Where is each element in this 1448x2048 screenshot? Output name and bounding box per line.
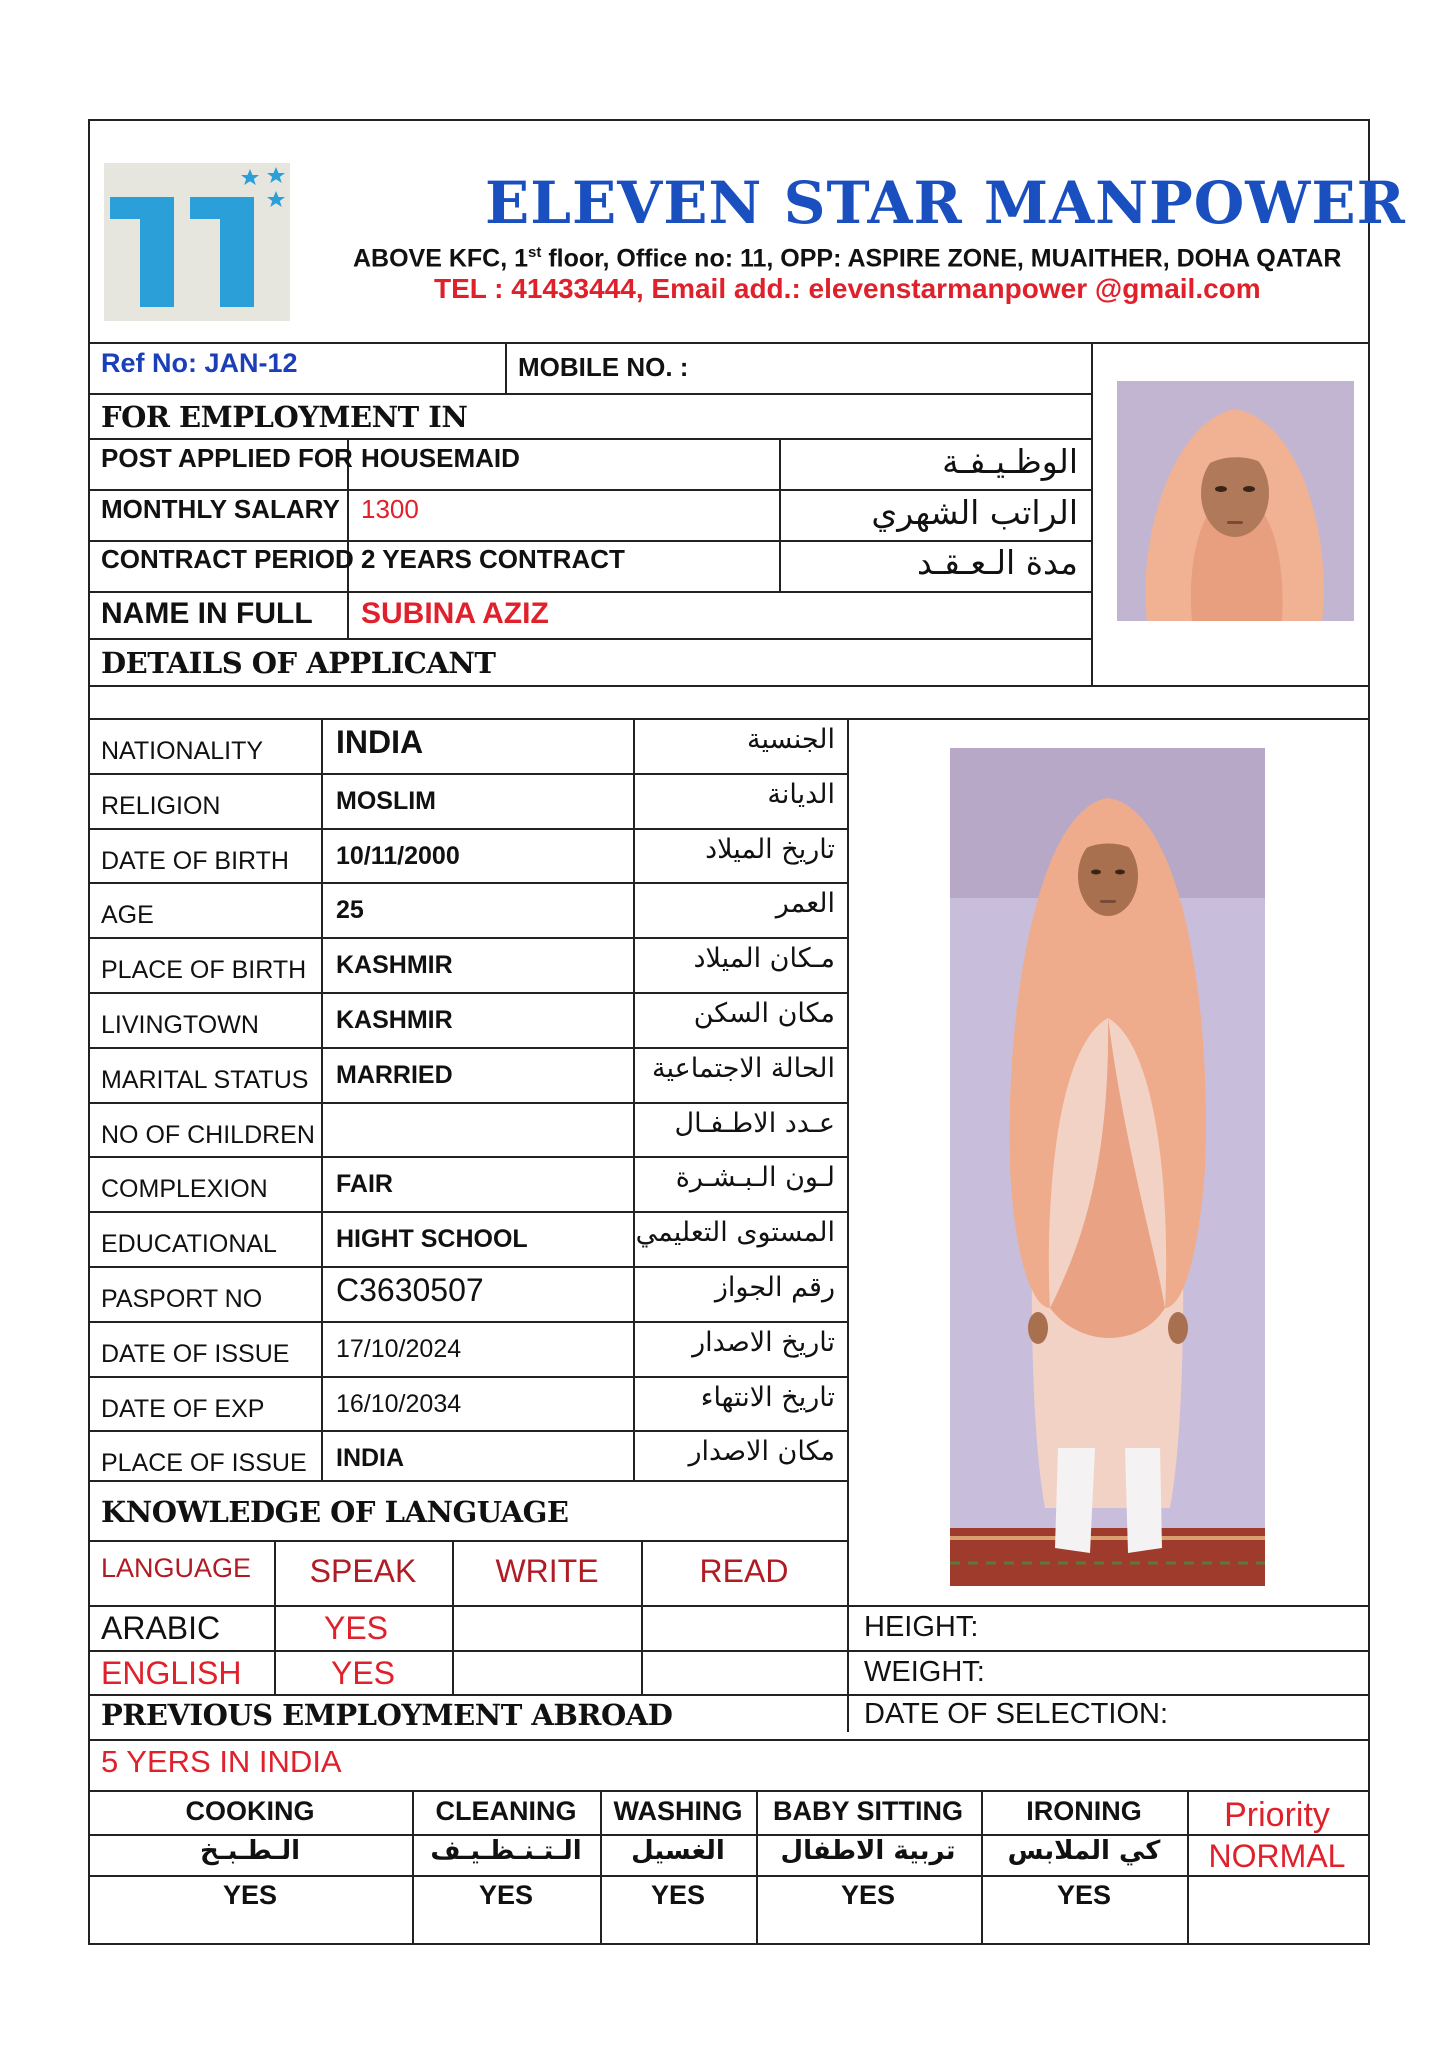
previous-employment-heading: PREVIOUS EMPLOYMENT ABROAD [101, 1698, 673, 1732]
detail-value: 25 [336, 896, 364, 924]
detail-value: KASHMIR [336, 951, 453, 979]
detail-arabic: تاريخ الميلاد [705, 834, 835, 865]
detail-label: DATE OF EXP [101, 1395, 265, 1423]
detail-value: HIGHT SCHOOL [336, 1225, 528, 1253]
skill-label: IRONING [1026, 1796, 1142, 1826]
language-row-arabic: ARABIC [101, 1610, 221, 1646]
language-english-speak: YES [330, 1655, 396, 1691]
priority-value: NORMAL [1208, 1838, 1346, 1874]
address-suffix: floor, Office no: 11, OPP: ASPIRE ZONE, MUAITHER, DOHA QATAR [541, 244, 1342, 273]
skill-label: COOKING [185, 1796, 315, 1826]
detail-label: AGE [101, 901, 154, 929]
company-logo [104, 163, 290, 321]
language-arabic-speak: YES [323, 1610, 389, 1646]
height-label: HEIGHT: [864, 1611, 979, 1643]
post-value: HOUSEMAID [361, 443, 520, 473]
skill-value: YES [222, 1880, 278, 1910]
detail-value: C3630507 [336, 1272, 484, 1308]
priority-label: Priority [1224, 1796, 1330, 1834]
language-header-write: WRITE [495, 1553, 599, 1589]
skill-value: YES [650, 1880, 706, 1910]
detail-value: INDIA [336, 1444, 405, 1472]
detail-label: DATE OF ISSUE [101, 1340, 290, 1368]
detail-label: DATE OF BIRTH [101, 847, 289, 875]
previous-employment-value: 5 YERS IN INDIA [101, 1744, 342, 1779]
detail-arabic: العمر [775, 888, 835, 919]
ref-number: Ref No: JAN-12 [101, 348, 298, 378]
address-sup: st [528, 244, 542, 261]
details-heading: DETAILS OF APPLICANT [101, 646, 496, 680]
skill-arabic: الـطـبـخ [199, 1836, 301, 1866]
detail-arabic: لـون الـبـشـرة [675, 1162, 835, 1193]
applicant-photo-full [950, 748, 1265, 1586]
detail-label: RELIGION [101, 792, 221, 820]
post-label: POST APPLIED FOR [101, 443, 353, 473]
post-arabic: الوظـيـفـة [942, 442, 1078, 481]
contract-label: CONTRACT PERIOD [101, 544, 354, 574]
salary-arabic: الراتب الشهري [871, 493, 1078, 532]
detail-arabic: مكان الاصدار [688, 1436, 835, 1467]
language-header-speak: SPEAK [309, 1553, 417, 1589]
company-name: ELEVEN STAR MANPOWER [485, 169, 1406, 237]
detail-arabic: مـكان الميلاد [693, 943, 835, 974]
detail-label: PLACE OF ISSUE [101, 1449, 307, 1477]
detail-arabic: مكان السكن [693, 998, 835, 1029]
salary-label: MONTHLY SALARY [101, 494, 340, 524]
skill-value: YES [1056, 1880, 1112, 1910]
skill-arabic: كي الملابس [1007, 1836, 1161, 1866]
company-address [353, 238, 1341, 273]
skill-label: CLEANING [435, 1796, 577, 1826]
detail-value: MOSLIM [336, 787, 436, 815]
weight-label: WEIGHT: [864, 1656, 985, 1688]
skill-value: YES [478, 1880, 534, 1910]
detail-arabic: الديانة [767, 779, 835, 810]
detail-value: MARRIED [336, 1061, 453, 1089]
detail-arabic: عـدد الاطـفـال [674, 1108, 835, 1139]
selection-date-label: DATE OF SELECTION: [864, 1698, 1169, 1730]
detail-arabic: المستوى التعليمي [635, 1217, 835, 1248]
detail-arabic: رقم الجواز [714, 1272, 835, 1303]
detail-label: LIVINGTOWN [101, 1011, 259, 1039]
detail-label: MARITAL STATUS [101, 1066, 309, 1094]
skill-arabic: الغسيل [631, 1836, 725, 1866]
detail-label: NO OF CHILDREN [101, 1121, 315, 1149]
detail-value: 10/11/2000 [336, 842, 460, 870]
detail-arabic: تاريخ الاصدار [692, 1327, 835, 1358]
skill-arabic: تربية الاطفال [780, 1836, 956, 1866]
detail-value: 16/10/2034 [336, 1390, 462, 1418]
name-label: NAME IN FULL [101, 597, 313, 630]
contract-value: 2 YEARS CONTRACT [361, 544, 625, 574]
employment-heading: FOR EMPLOYMENT IN [101, 400, 468, 434]
language-header-language: LANGUAGE [101, 1553, 252, 1583]
detail-label: NATIONALITY [101, 737, 264, 765]
mobile-label: MOBILE NO. : [518, 352, 689, 382]
detail-arabic: الحالة الاجتماعية [652, 1053, 835, 1084]
language-row-english: ENGLISH [101, 1655, 242, 1691]
detail-label: COMPLEXION [101, 1175, 268, 1203]
skill-label: WASHING [613, 1796, 743, 1826]
detail-arabic: الجنسية [746, 724, 835, 755]
language-header-read: READ [699, 1553, 789, 1589]
name-value: SUBINA AZIZ [361, 597, 549, 630]
detail-value: FAIR [336, 1170, 393, 1198]
company-contact: TEL : 41433444, Email add.: elevenstarmanpower @gmail.com [434, 273, 1261, 304]
contract-arabic: مدة الـعـقـد [917, 543, 1078, 582]
detail-arabic: تاريخ الانتهاء [700, 1382, 835, 1413]
detail-label: PASPORT NO [101, 1285, 263, 1313]
address-prefix: ABOVE KFC, 1 [353, 244, 529, 273]
detail-value: INDIA [336, 724, 424, 760]
salary-value: 1300 [361, 494, 419, 524]
detail-value: KASHMIR [336, 1006, 453, 1034]
skill-value: YES [840, 1880, 896, 1910]
language-heading: KNOWLEDGE OF LANGUAGE [101, 1495, 569, 1529]
skill-label: BABY SITTING [772, 1796, 964, 1826]
detail-value: 17/10/2024 [336, 1335, 462, 1363]
detail-label: EDUCATIONAL [101, 1230, 277, 1258]
applicant-photo-portrait [1117, 381, 1354, 621]
skill-arabic: الـتـنـظـيـف [430, 1836, 582, 1866]
detail-label: PLACE OF BIRTH [101, 956, 307, 984]
